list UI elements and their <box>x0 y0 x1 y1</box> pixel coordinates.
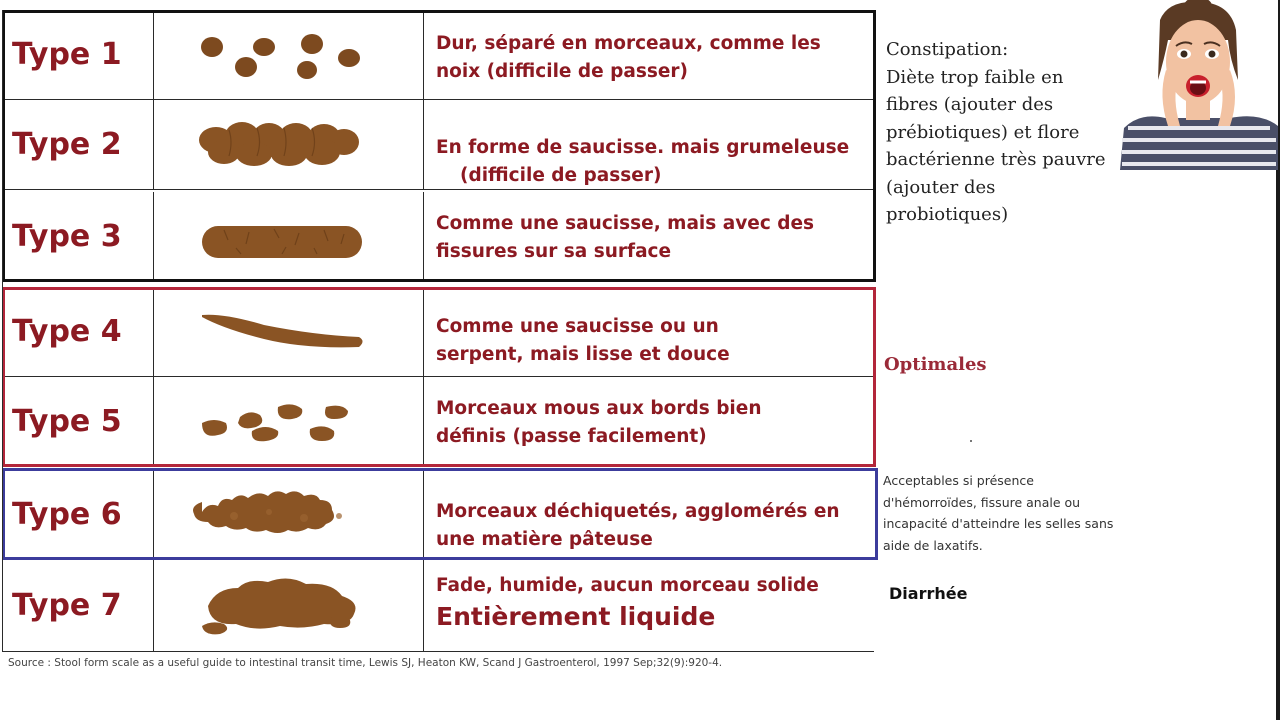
description-line: En forme de saucisse. mais grumeleuse <box>436 137 850 158</box>
stool-illustration-type-4 <box>154 287 424 376</box>
surprised-woman-photo <box>1120 0 1278 170</box>
type-description <box>424 560 874 651</box>
table-row-type-2 <box>2 100 874 190</box>
type-description <box>424 100 874 189</box>
stool-illustration-type-2 <box>154 100 424 189</box>
description-line: Fade, humide, aucun morceau solide <box>436 575 819 596</box>
stool-illustration-type-6 <box>154 470 424 559</box>
type-label: Type 4 <box>2 287 154 376</box>
description-line: définis (passe facilement) <box>436 426 707 447</box>
note-line: Constipation: <box>886 39 1009 60</box>
description-line: serpent, mais lisse et douce <box>436 344 730 365</box>
stray-dot <box>970 440 972 442</box>
type-description <box>424 377 874 466</box>
description-line: (difficile de passer) <box>460 165 662 186</box>
stool-illustration-type-5 <box>154 377 424 466</box>
acceptable-note <box>883 470 1133 556</box>
type-label: Type 7 <box>2 560 154 651</box>
note-line: incapacité d'atteindre les selles sans <box>883 516 1114 531</box>
type-label: Type 2 <box>2 100 154 189</box>
description-line: une matière pâteuse <box>436 529 653 550</box>
note-line: prébiotiques) et flore <box>886 121 1080 143</box>
table-row-type-6 <box>2 470 874 560</box>
type-description <box>424 287 874 376</box>
note-line: (ajouter des <box>886 176 996 198</box>
table-row-type-4 <box>2 287 874 377</box>
description-line: Morceaux déchiquetés, agglomérés en <box>436 501 840 522</box>
note-line: Diète trop faible en <box>886 66 1064 88</box>
description-line: Comme une saucisse, mais avec des <box>436 213 815 234</box>
type-label: Type 6 <box>2 470 154 559</box>
type-label: Type 3 <box>2 192 154 281</box>
constipation-note <box>886 36 1122 229</box>
description-line: fissures sur sa surface <box>436 241 672 262</box>
description-line: Dur, séparé en morceaux, comme les <box>436 33 821 54</box>
note-line: Acceptables si présence <box>883 473 1034 488</box>
note-line: fibres (ajouter des <box>886 94 1054 115</box>
description-line-emphasis: Entièrement liquide <box>436 602 716 631</box>
stool-illustration-type-3 <box>154 192 424 281</box>
type-description <box>424 192 874 281</box>
optimal-label: Optimales <box>884 354 987 375</box>
description-line: Comme une saucisse ou un <box>436 316 719 337</box>
table-row-type-3 <box>2 192 874 282</box>
table-left-border <box>2 10 3 652</box>
diarrhea-label: Diarrhée <box>889 584 968 603</box>
stool-illustration-type-1 <box>154 10 424 99</box>
note-line: probiotiques) <box>886 204 1009 225</box>
table-row-type-7 <box>2 560 874 652</box>
note-line: aide de laxatifs. <box>883 537 983 553</box>
source-citation: Source : Stool form scale as a useful guide to intestinal transit time, Lewis SJ, Heaton KW, Scand J Gastroenterol, 1997 Sep;32(9):920-4. <box>8 657 723 669</box>
type-description <box>424 10 874 99</box>
note-line: d'hémorroïdes, fissure anale ou <box>883 494 1081 510</box>
description-line: noix (difficile de passer) <box>436 61 689 82</box>
table-row-type-5 <box>2 377 874 467</box>
type-label: Type 5 <box>2 377 154 466</box>
note-line: bactérienne très pauvre <box>886 149 1106 170</box>
stool-illustration-type-7 <box>154 560 424 651</box>
type-description <box>424 470 874 559</box>
table-row-type-1 <box>2 10 874 100</box>
type-label: Type 1 <box>2 10 154 99</box>
description-line: Morceaux mous aux bords bien <box>436 398 762 419</box>
